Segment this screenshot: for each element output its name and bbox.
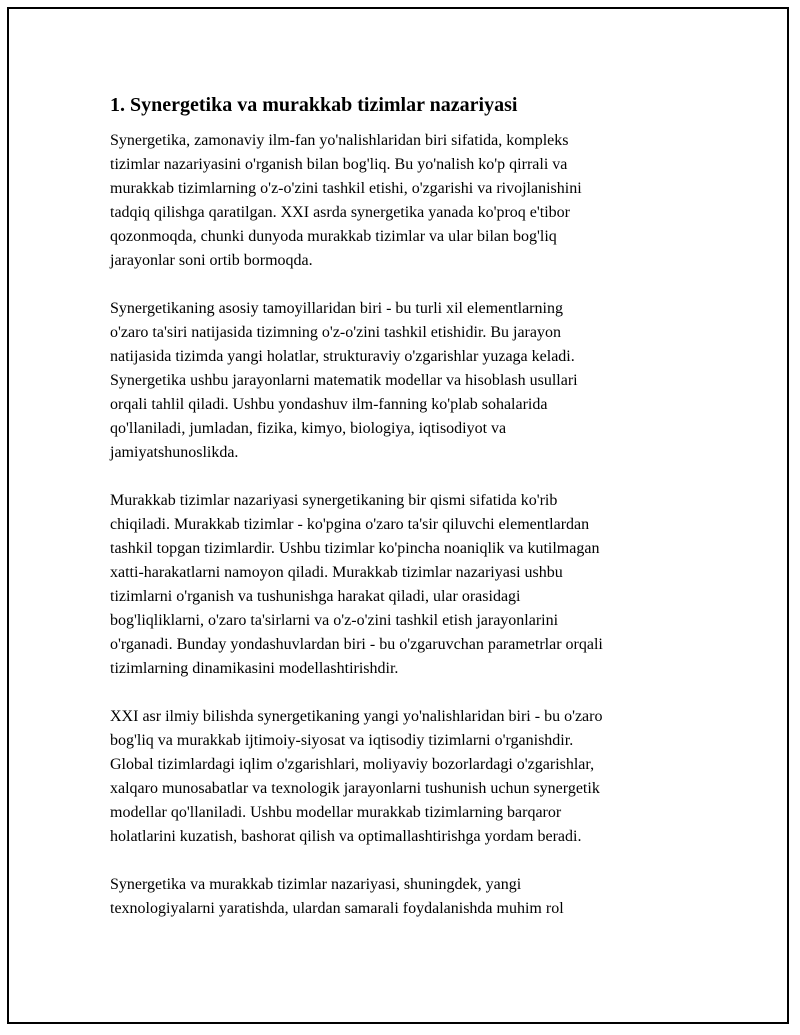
text-line: Synergetika, zamonaviy ilm-fan yo'nalishlaridan biri sifatida, kompleks xyxy=(110,132,569,149)
text-line: jarayonlar soni ortib bormoqda. xyxy=(110,252,313,269)
text-line: qo'llaniladi, jumladan, fizika, kimyo, biologiya, iqtisodiyot va xyxy=(110,420,507,437)
text-line: qozonmoqda, chunki dunyoda murakkab tizimlar va ular bilan bog'liq xyxy=(110,228,557,245)
text-line: chiqiladi. Murakkab tizimlar - ko'pgina o'zaro ta'sir qiluvchi elementlardan xyxy=(110,516,590,533)
paragraph-1 xyxy=(110,129,670,273)
text-line: xatti-harakatlarni namoyon qiladi. Murakkab tizimlar nazariyasi ushbu xyxy=(110,564,563,581)
text-line: tadqiq qilishga qaratilgan. XXI asrda synergetika yanada ko'proq e'tibor xyxy=(110,204,570,221)
text-line: modellar qo'llaniladi. Ushbu modellar murakkab tizimlarning barqaror xyxy=(110,804,562,821)
text-line: tizimlar nazariyasini o'rganish bilan bog'liq. Bu yo'nalish ko'p qirrali va xyxy=(110,156,568,173)
text-line: natijasida tizimda yangi holatlar, strukturaviy o'zgarishlar yuzaga keladi. xyxy=(110,348,575,365)
text-line: tizimlarning dinamikasini modellashtirishdir. xyxy=(110,660,399,677)
text-line: XXI asr ilmiy bilishda synergetikaning yangi yo'nalishlaridan biri - bu o'zaro xyxy=(110,708,603,725)
paragraph-5 xyxy=(110,873,670,921)
text-line: Synergetikaning asosiy tamoyillaridan biri - bu turli xil elementlarning xyxy=(110,300,563,317)
text-line: Synergetika ushbu jarayonlarni matematik modellar va hisoblash usullari xyxy=(110,372,578,389)
text-line: Global tizimlardagi iqlim o'zgarishlari, moliyaviy bozorlardagi o'zgarishlar, xyxy=(110,756,595,773)
text-line: o'rganadi. Bunday yondashuvlardan biri - bu o'zgaruvchan parametrlar orqali xyxy=(110,636,603,653)
text-line: Synergetika va murakkab tizimlar nazariyasi, shuningdek, yangi xyxy=(110,876,522,893)
text-line: bog'liqliklarni, o'zaro ta'sirlarni va o'z-o'zini tashkil etish jarayonlarini xyxy=(110,612,559,629)
paragraph-3 xyxy=(110,489,670,681)
text-line: tizimlarni o'rganish va tushunishga harakat qiladi, ular orasidagi xyxy=(110,588,521,605)
paragraph-4 xyxy=(110,705,670,849)
text-line: holatlarini kuzatish, bashorat qilish va optimallashtirishga yordam beradi. xyxy=(110,828,582,845)
text-line: o'zaro ta'siri natijasida tizimning o'z-o'zini tashkil etishidir. Bu jarayon xyxy=(110,324,561,341)
text-line: Murakkab tizimlar nazariyasi synergetikaning bir qismi sifatida ko'rib xyxy=(110,492,558,509)
text-line: texnologiyalarni yaratishda, ulardan samarali foydalanishda muhim rol xyxy=(110,900,564,917)
page-title: 1. Synergetika va murakkab tizimlar nazariyasi xyxy=(110,94,518,116)
text-line: tashkil topgan tizimlardir. Ushbu tizimlar ko'pincha noaniqlik va kutilmagan xyxy=(110,540,600,557)
text-line: bog'liq va murakkab ijtimoiy-siyosat va iqtisodiy tizimlarni o'rganishdir. xyxy=(110,732,574,749)
text-line: murakkab tizimlarning o'z-o'zini tashkil etishi, o'zgarishi va rivojlanishini xyxy=(110,180,582,197)
text-line: jamiyatshunoslikda. xyxy=(110,444,239,461)
text-line: orqali tahlil qiladi. Ushbu yondashuv ilm-fanning ko'plab sohalarida xyxy=(110,396,548,413)
text-line: xalqaro munosabatlar va texnologik jarayonlarni tushunish uchun synergetik xyxy=(110,780,600,797)
document-body xyxy=(110,93,670,945)
paragraph-2 xyxy=(110,297,670,465)
